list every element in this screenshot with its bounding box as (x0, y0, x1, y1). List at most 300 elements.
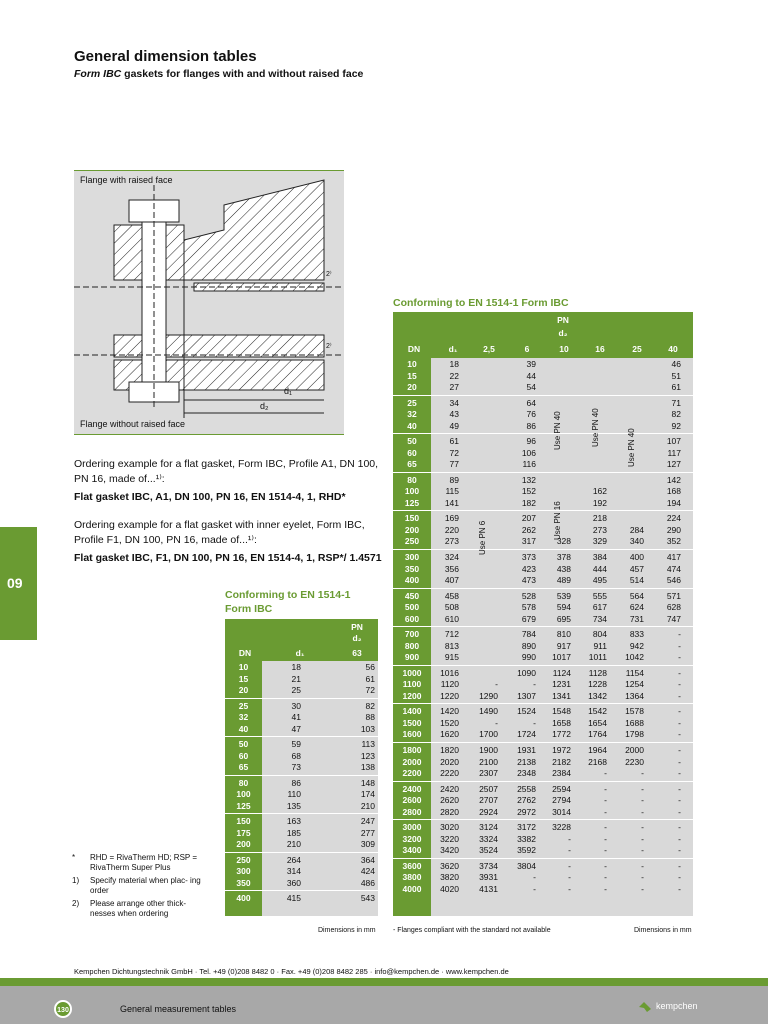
table-cell: 113 (361, 739, 375, 749)
table-cell: 3804 (517, 860, 536, 871)
cell-dn: 15 (238, 673, 249, 684)
table-cell: 486 (360, 877, 375, 888)
flange-figure (74, 170, 344, 435)
cell-dn: 4000 (402, 883, 422, 894)
table-cell: 3172 (517, 822, 536, 833)
table-cell: 61 (671, 382, 681, 392)
cell-dn: 80 (407, 474, 417, 485)
footnote-text: Please arrange other thick- nesses when ordering (90, 899, 187, 918)
table-row (393, 872, 693, 884)
table-row (225, 739, 378, 751)
cell-dn: 2800 (402, 806, 422, 817)
table-cell: - (678, 806, 681, 817)
table-cell: 1900 (479, 745, 498, 755)
table-cell: 3382 (517, 833, 536, 844)
footnote-text: Specify material when plac- ing order (90, 876, 201, 895)
table-row (393, 486, 693, 498)
table-cell: 43 (449, 409, 459, 420)
group-separator (225, 813, 378, 814)
table-cell: 473 (521, 575, 536, 585)
table-cell: 163 (286, 816, 301, 826)
table-cell: 2220 (440, 768, 459, 778)
footnote-rhd (72, 853, 212, 873)
table-cell: - (678, 822, 681, 833)
table-cell: 21 (291, 673, 301, 684)
cell-dn: 3600 (402, 860, 422, 871)
table-row (225, 724, 378, 736)
table-cell: 168 (666, 486, 681, 497)
table-cell: - (495, 679, 498, 690)
table-row (393, 564, 693, 576)
table-row (393, 513, 693, 525)
cell-dn: 20 (407, 382, 417, 392)
table-cell: 73 (291, 762, 301, 772)
table-cell: - (604, 872, 607, 883)
table-cell: - (678, 690, 681, 701)
cell-dn: 800 (404, 640, 420, 651)
table-cell: - (678, 845, 681, 856)
table-cell: - (678, 652, 681, 663)
label-without-raised-face: Flange without raised face (80, 419, 186, 429)
table-cell: 2507 (479, 783, 498, 794)
table-cell: 610 (444, 613, 459, 624)
table-row (393, 536, 693, 548)
table-cell: 317 (521, 536, 536, 547)
table-cell: 890 (521, 640, 536, 651)
vertical-label-use-pn40-10: Use PN 40 (553, 411, 562, 450)
table-cell: 1490 (479, 706, 498, 717)
table-row (393, 641, 693, 653)
table-cell: 1341 (552, 690, 571, 701)
group-separator (393, 703, 693, 704)
cell-dn: 350 (236, 877, 251, 888)
big-head-pn: PN (557, 315, 569, 325)
cell-dn: 60 (407, 447, 417, 458)
table-cell: 2000 (625, 745, 644, 755)
table-row (225, 839, 378, 851)
small-table-note: Dimensions in mm (318, 927, 376, 934)
table-cell: 528 (521, 590, 536, 601)
cell-dn: 80 (238, 777, 249, 788)
table-cell: 1964 (588, 745, 607, 755)
table-row (225, 866, 378, 878)
table-cell: - (678, 729, 681, 740)
vertical-label-use-pn6: Use PN 6 (478, 520, 487, 555)
table-row (393, 436, 693, 448)
table-cell: - (641, 783, 644, 794)
group-separator (393, 510, 693, 511)
cell-dn: 10 (238, 662, 249, 672)
table-cell: 495 (592, 575, 607, 585)
table-cell: 2794 (552, 795, 571, 806)
table-row (225, 855, 378, 867)
table-cell: - (678, 717, 681, 728)
table-cell: 148 (360, 777, 375, 788)
table-row (225, 701, 378, 713)
big-head-d1: d₁ (448, 344, 458, 354)
cell-dn: 50 (407, 436, 417, 447)
cell-dn: 1600 (402, 729, 422, 740)
table-cell: 103 (360, 723, 375, 734)
table-cell: 1724 (517, 729, 536, 740)
table-cell: 61 (449, 436, 459, 447)
table-cell: 2924 (479, 806, 498, 817)
group-separator (225, 736, 378, 737)
group-separator (225, 775, 378, 776)
table-cell: 1120 (440, 679, 459, 690)
table-cell: 220 (444, 524, 459, 535)
table-cell: - (641, 822, 644, 833)
table-cell: 210 (360, 800, 375, 811)
table-cell: 92 (671, 420, 681, 431)
table-cell: 22 (449, 370, 459, 381)
table-row (393, 729, 693, 741)
table-cell: 115 (445, 486, 459, 497)
table-cell: 571 (666, 590, 681, 601)
table-cell: 444 (592, 563, 607, 574)
chapter-tab (0, 527, 37, 640)
table-cell: - (678, 883, 681, 894)
table-cell: 911 (593, 640, 607, 651)
table-cell: - (568, 860, 571, 871)
table-row (225, 712, 378, 724)
label-thickness-bottom: 2⁾ (326, 343, 332, 350)
table-cell: 578 (521, 602, 536, 613)
table-cell: 1254 (625, 679, 644, 690)
table-cell: 1016 (440, 667, 459, 678)
table-cell: 3524 (479, 845, 498, 856)
cell-dn: 900 (404, 652, 420, 663)
table-cell: 1972 (552, 745, 571, 755)
table-row (225, 662, 378, 674)
table-cell: 329 (592, 536, 607, 547)
table-cell: 182 (521, 497, 536, 508)
table-cell: 1578 (625, 706, 644, 717)
table-row (393, 784, 693, 796)
table-cell: 628 (666, 602, 681, 613)
kempchen-logo-icon (638, 1001, 652, 1013)
table-cell: 2230 (625, 756, 644, 767)
table-cell: 207 (521, 513, 536, 524)
table-row (393, 459, 693, 471)
small-table-header (225, 619, 378, 661)
cell-dn: 65 (238, 762, 249, 772)
table-row (225, 893, 378, 905)
table-row (393, 795, 693, 807)
table-row (225, 878, 378, 890)
table-row (225, 685, 378, 697)
table-cell: 1231 (552, 679, 571, 690)
cell-dn: 125 (404, 497, 420, 508)
table-cell: 106 (521, 447, 536, 458)
table-cell: - (641, 806, 644, 817)
table-cell: 71 (671, 397, 681, 408)
cell-dn: 3000 (402, 822, 422, 833)
table-cell: - (604, 845, 607, 856)
table-cell: 39 (526, 359, 536, 369)
table-cell: 2420 (440, 783, 459, 794)
table-cell: 3220 (440, 833, 459, 844)
table-cell: 185 (286, 827, 301, 838)
table-row (225, 751, 378, 763)
table-cell: - (678, 679, 681, 690)
table-cell: - (641, 833, 644, 844)
table-cell: 2138 (517, 756, 536, 767)
bottom-bar (0, 986, 768, 1024)
table-cell: 356 (444, 563, 459, 574)
table-row (225, 801, 378, 813)
footnote-mark: 1) (72, 876, 80, 885)
label-d1: d₁ (284, 386, 293, 396)
table-cell: 1524 (517, 706, 536, 717)
page-subtitle (74, 68, 363, 80)
small-head-dn: DN (238, 648, 252, 658)
table-cell: 1124 (552, 667, 571, 678)
cell-dn: 450 (404, 590, 420, 601)
table-cell: 141 (444, 497, 459, 508)
section-name: General measurement tables (120, 1004, 237, 1014)
table-cell: 1620 (440, 729, 459, 740)
big-head-dn: DN (407, 344, 421, 354)
table-cell: 415 (286, 893, 301, 903)
cell-dn: 700 (404, 629, 420, 640)
table-cell: 25 (291, 685, 301, 695)
big-head-d2: d₂ (558, 328, 568, 338)
table-cell: 169 (444, 513, 459, 524)
table-cell: 127 (666, 459, 681, 470)
table-cell: - (604, 795, 607, 806)
cell-dn: 2200 (402, 768, 422, 778)
table-cell: 457 (629, 563, 644, 574)
footer-rule (0, 978, 768, 986)
table-cell: - (678, 756, 681, 767)
table-row (393, 845, 693, 857)
table-cell: 210 (286, 839, 301, 849)
table-cell: 86 (526, 420, 536, 431)
table-cell: 1764 (588, 729, 607, 740)
table-cell: - (641, 860, 644, 871)
table-cell: - (641, 795, 644, 806)
cell-dn: 150 (236, 816, 251, 826)
table-row (393, 679, 693, 691)
table-cell: 810 (556, 629, 571, 640)
table-cell: 82 (671, 409, 681, 420)
table-cell: 1772 (552, 729, 571, 740)
table-cell: 1654 (588, 717, 607, 728)
cell-dn: 1000 (402, 667, 422, 678)
table-cell: - (678, 745, 681, 755)
cell-dn: 350 (404, 563, 420, 574)
cell-dn: 50 (238, 739, 249, 749)
table-row (393, 614, 693, 626)
cell-dn: 1800 (402, 745, 422, 755)
group-separator (393, 549, 693, 550)
table-cell: - (641, 883, 644, 894)
table-row (393, 652, 693, 664)
table-row (393, 861, 693, 873)
table-row (393, 629, 693, 641)
table-cell: 49 (449, 420, 459, 431)
table-cell: 1364 (625, 690, 644, 701)
table-cell: - (604, 806, 607, 817)
table-cell: 152 (521, 486, 536, 497)
table-cell: 18 (449, 359, 459, 369)
big-table-note-left: - Flanges compliant with the standard not available (393, 927, 551, 934)
table-row (393, 822, 693, 834)
cell-dn: 400 (404, 575, 420, 585)
table-cell: 508 (444, 602, 459, 613)
cell-dn: 100 (236, 789, 251, 799)
footnote-material (72, 876, 212, 896)
table-cell: - (533, 679, 536, 690)
table-cell: 1820 (440, 745, 459, 755)
big-table-header (393, 312, 693, 358)
table-cell: 378 (556, 552, 571, 562)
table-row (393, 691, 693, 703)
cell-dn: 200 (236, 839, 251, 849)
footnote-mark: * (72, 853, 76, 862)
table-cell: 594 (556, 602, 571, 613)
table-cell: - (678, 640, 681, 651)
table-cell: 555 (592, 590, 607, 601)
table-cell: 564 (629, 590, 644, 601)
table-cell: - (678, 795, 681, 806)
table-cell: 47 (291, 723, 301, 734)
cell-dn: 1200 (402, 690, 422, 701)
vertical-label-use-pn16: Use PN 16 (553, 501, 562, 540)
table-cell: 1090 (517, 667, 536, 678)
table-row (393, 409, 693, 421)
table-cell: 1688 (625, 717, 644, 728)
table-cell: 88 (365, 712, 375, 722)
table-cell: - (533, 883, 536, 894)
table-cell: 2307 (479, 768, 498, 778)
table-cell: 400 (629, 552, 644, 562)
cell-dn: 250 (404, 536, 420, 547)
label-raised-face: Flange with raised face (80, 175, 173, 185)
table-cell: 1542 (588, 706, 607, 717)
cell-dn: 10 (407, 359, 417, 369)
table-cell: - (533, 717, 536, 728)
table-cell: 3014 (552, 806, 571, 817)
table-cell: 82 (365, 700, 375, 711)
group-separator (393, 665, 693, 666)
table-cell: 54 (526, 382, 536, 392)
table-cell: 3020 (440, 822, 459, 833)
group-separator (393, 858, 693, 859)
table-cell: - (678, 872, 681, 883)
table-cell: 218 (592, 513, 607, 524)
cell-dn: 300 (236, 866, 251, 876)
cell-dn: 1100 (402, 679, 422, 690)
table-cell: 1307 (517, 690, 536, 701)
group-separator (393, 819, 693, 820)
table-cell: 695 (556, 613, 571, 624)
group-separator (393, 433, 693, 434)
cell-dn: 60 (238, 750, 249, 761)
table-cell: 352 (666, 536, 681, 547)
table-row (393, 602, 693, 614)
table-row (393, 745, 693, 757)
table-row (393, 807, 693, 819)
table-cell: 3931 (479, 872, 498, 883)
table-cell: 1658 (552, 717, 571, 728)
ordering-example-2: Ordering example for a flat gasket with inner eyelet, Form IBC, Profile F1, DN 100, PN 16, made of...¹⁾: (74, 519, 365, 546)
table-cell: 489 (556, 575, 571, 585)
table-cell: 309 (360, 839, 375, 849)
table-cell: 27 (449, 382, 459, 392)
table-cell: 68 (291, 750, 301, 761)
table-cell: 264 (286, 854, 301, 865)
subtitle-form: Form IBC (74, 68, 122, 80)
table-cell: 458 (444, 590, 459, 601)
table-cell: 712 (444, 629, 459, 640)
cell-dn: 2000 (402, 756, 422, 767)
table-row (393, 552, 693, 564)
table-row (393, 475, 693, 487)
table-cell: - (604, 860, 607, 871)
table-cell: 1011 (588, 652, 607, 663)
label-thickness-top: 2⁾ (326, 271, 332, 278)
table-cell: 1548 (552, 706, 571, 717)
table-cell: 423 (521, 563, 536, 574)
footnote-text: RHD = RivaTherm HD; RSP = RivaTherm Super Plus (90, 853, 197, 872)
table-cell: 1520 (440, 717, 459, 728)
table-cell: 1420 (440, 706, 459, 717)
table-cell: 4131 (479, 883, 498, 894)
table-cell: 290 (666, 524, 681, 535)
table-row (393, 768, 693, 780)
big-head-25: 25 (632, 344, 642, 354)
table-cell: 30 (291, 700, 301, 711)
table-row (393, 371, 693, 383)
table-cell: 86 (291, 777, 301, 788)
group-separator (393, 742, 693, 743)
table-cell: 2558 (517, 783, 536, 794)
table-cell: 132 (521, 474, 536, 485)
cell-dn: 150 (404, 513, 420, 524)
table-cell: 247 (360, 816, 375, 826)
table-row (225, 828, 378, 840)
table-row (393, 498, 693, 510)
table-cell: 107 (666, 436, 681, 447)
table-cell: 59 (291, 739, 301, 749)
table-cell: 194 (666, 497, 681, 508)
table-cell: 174 (360, 789, 375, 799)
ordering-example-2-code: Flat gasket IBC, F1, DN 100, PN 16, EN 1514-4, 1, RSP*/ 1.4571 (74, 552, 382, 564)
table-cell: 384 (592, 552, 607, 562)
table-row (393, 884, 693, 896)
table-cell: 364 (360, 854, 375, 865)
small-table-title-line1: Conforming to EN 1514-1 (225, 589, 351, 601)
table-cell: 2384 (552, 768, 571, 778)
table-cell: 1290 (479, 690, 498, 701)
table-cell: 624 (629, 602, 644, 613)
table-cell: 543 (360, 893, 375, 903)
chapter-number: 09 (7, 575, 23, 591)
table-cell: 277 (360, 827, 375, 838)
table-cell: 915 (444, 652, 459, 663)
table-cell: - (641, 872, 644, 883)
table-cell: - (641, 768, 644, 778)
cell-dn: 15 (407, 370, 417, 381)
cell-dn: 200 (404, 524, 420, 535)
cell-dn: 400 (236, 893, 251, 903)
table-cell: 813 (444, 640, 459, 651)
ordering-example-1: Ordering example for a flat gasket, Form IBC, Profile A1, DN 100, PN 16, made of...¹⁾: (74, 458, 379, 485)
footnotes (72, 853, 212, 922)
cell-dn: 600 (404, 613, 420, 624)
